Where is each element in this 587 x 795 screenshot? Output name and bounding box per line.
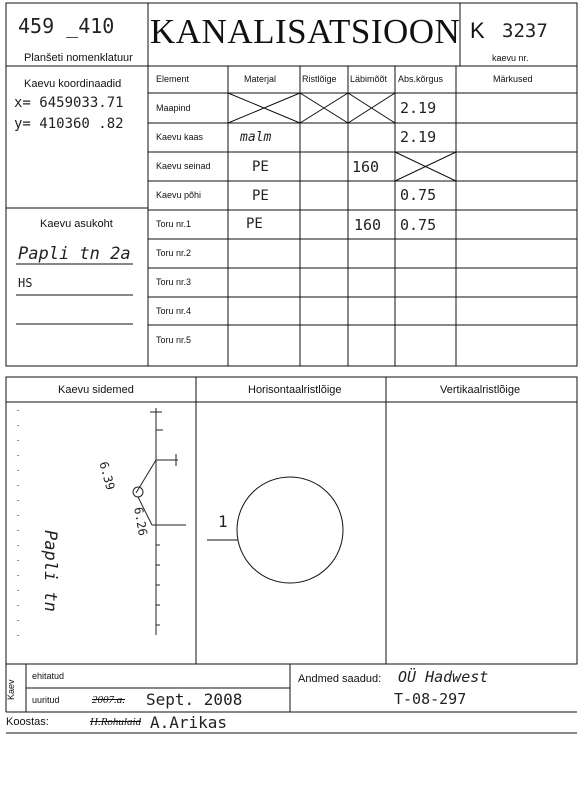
uuritud-label: uuritud: [32, 695, 60, 705]
andmed-label: Andmed saadud:: [298, 673, 382, 685]
row-label: Toru nr.5: [156, 335, 192, 345]
row-label: Toru nr.4: [156, 306, 192, 316]
cell-abs: 0.75: [400, 216, 437, 234]
andmed-line1: OÜ Hadwest: [398, 668, 489, 686]
kaev-label: Kaev: [6, 679, 16, 700]
uuritud-value: Sept. 2008: [146, 690, 243, 709]
uuritud-struck: 2007.a.: [92, 694, 125, 706]
row-label: Toru nr.1: [156, 219, 192, 229]
cell-materjal: PE: [246, 216, 263, 232]
cell-materjal: malm: [240, 130, 272, 145]
pipe-label: 1: [218, 512, 228, 531]
sidemed-label: Kaevu sidemed: [58, 384, 134, 396]
cell-abs: 2.19: [400, 128, 437, 146]
well-connection-sketch: [18, 408, 186, 650]
street-label: Papli tn: [40, 530, 60, 612]
page-title: KANALISATSIOON: [150, 12, 461, 51]
cell-labimoot: 160: [354, 216, 382, 234]
nomenclature-value: 459 _410: [18, 14, 115, 38]
koostas-value: A.Arikas: [150, 713, 228, 732]
row-label: Toru nr.3: [156, 277, 192, 287]
cell-abs: 0.75: [400, 186, 437, 204]
col-header-ristloige: Ristlõige: [302, 74, 337, 84]
cell-materjal: PE: [252, 188, 269, 204]
row-label: Kaevu seinad: [156, 161, 211, 171]
dimension-label: 6.39: [96, 460, 118, 492]
location-line1: Papli tn 2a: [18, 244, 131, 264]
well-number: 3237: [502, 20, 548, 42]
dimension-label: 6.26: [131, 506, 151, 537]
koostas-struck: H.Rohulaid: [90, 716, 142, 728]
cell-materjal: PE: [252, 159, 269, 175]
coord-x: x= 6459033.71: [14, 95, 124, 111]
coords-label: Kaevu koordinaadid: [24, 78, 122, 90]
location-line2: HS: [18, 276, 33, 290]
well-number-label: kaevu nr.: [492, 53, 529, 63]
row-label: Toru nr.2: [156, 248, 192, 258]
well-prefix: K: [470, 18, 485, 43]
row-label: Kaevu kaas: [156, 132, 204, 142]
col-header-labimoot: Läbimõõt: [350, 74, 388, 84]
location-label: Kaevu asukoht: [40, 218, 113, 230]
koostas-label: Koostas:: [6, 716, 49, 728]
vertikaal-label: Vertikaalristlõige: [440, 384, 521, 396]
coord-y: y= 410360 .82: [14, 116, 124, 132]
horisontaal-label: Horisontaalristlõige: [248, 384, 342, 396]
col-header-abs: Abs.kõrgus: [398, 74, 444, 84]
ehitatud-label: ehitatud: [32, 671, 65, 681]
nomenclature-label: Planšeti nomenklatuur: [24, 52, 133, 64]
col-header-markused: Märkused: [493, 74, 533, 84]
row-label: Maapind: [156, 103, 191, 113]
col-header-materjal: Materjal: [244, 74, 277, 84]
row-label: Kaevu põhi: [156, 190, 202, 200]
cell-labimoot: 160: [352, 158, 380, 176]
andmed-line2: T-08-297: [394, 690, 467, 708]
col-header-element: Element: [156, 74, 190, 84]
cell-abs: 2.19: [400, 99, 437, 117]
